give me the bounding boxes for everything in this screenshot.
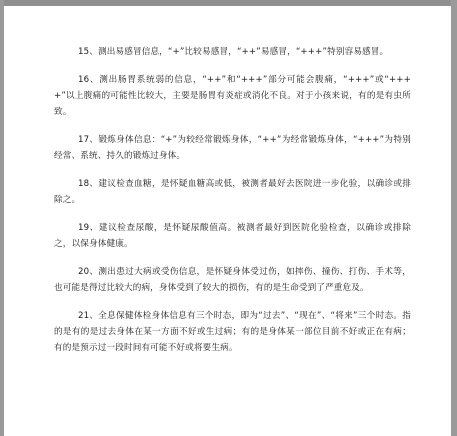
paragraph-20: 20、测出患过大病或受伤信息，是怀疑身体受过伤，如摔伤、撞伤、打伤、手术等，也可能是得过比较大的病，身体受到了较大的损伤，有的是生命受到了严重危及。 — [54, 267, 411, 293]
document-page — [4, 6, 451, 436]
window-right-border — [451, 0, 457, 436]
document-body — [54, 44, 411, 356]
paragraph-16: 16、测出肠胃系统弱的信息，“++”和“+++”部分可能会腹痛，“+++”或“++++”以上腹痛的可能性比较大，主要是肠胃有炎症或消化不良。对于小孩来说，有的是有虫所致。 — [54, 75, 411, 117]
paragraph-21: 21、全息保健体检身体信息有三个时态，即为“过去”、“现在”、“将来”三个时态。指的是有的是过去身体在某一方面不好或生过病；有的是身体某一部位目前不好或正在有病；有的是预示过一段时间有可能不好或将要生病。 — [54, 311, 411, 353]
paragraph-15: 15、测出易感冒信息，“+”比较易感冒，“++”易感冒，“+++”特别容易感冒。 — [78, 47, 389, 57]
paragraph-18: 18、建议检查血糖，是怀疑血糖高或低，被测者最好去医院进一步化验，以确诊或排除之。 — [54, 179, 411, 205]
paragraph-19: 19、建议检查尿酸，是怀疑尿酸值高。被测者最好到医院化验检查，以确诊或排除之，以保身体健康。 — [54, 223, 411, 249]
paragraph-17: 17、锻炼身体信息：“+”为较经常锻炼身体，“++”为经常锻炼身体，“+++”为特别经常、系统、持久的锻炼过身体。 — [54, 135, 411, 161]
